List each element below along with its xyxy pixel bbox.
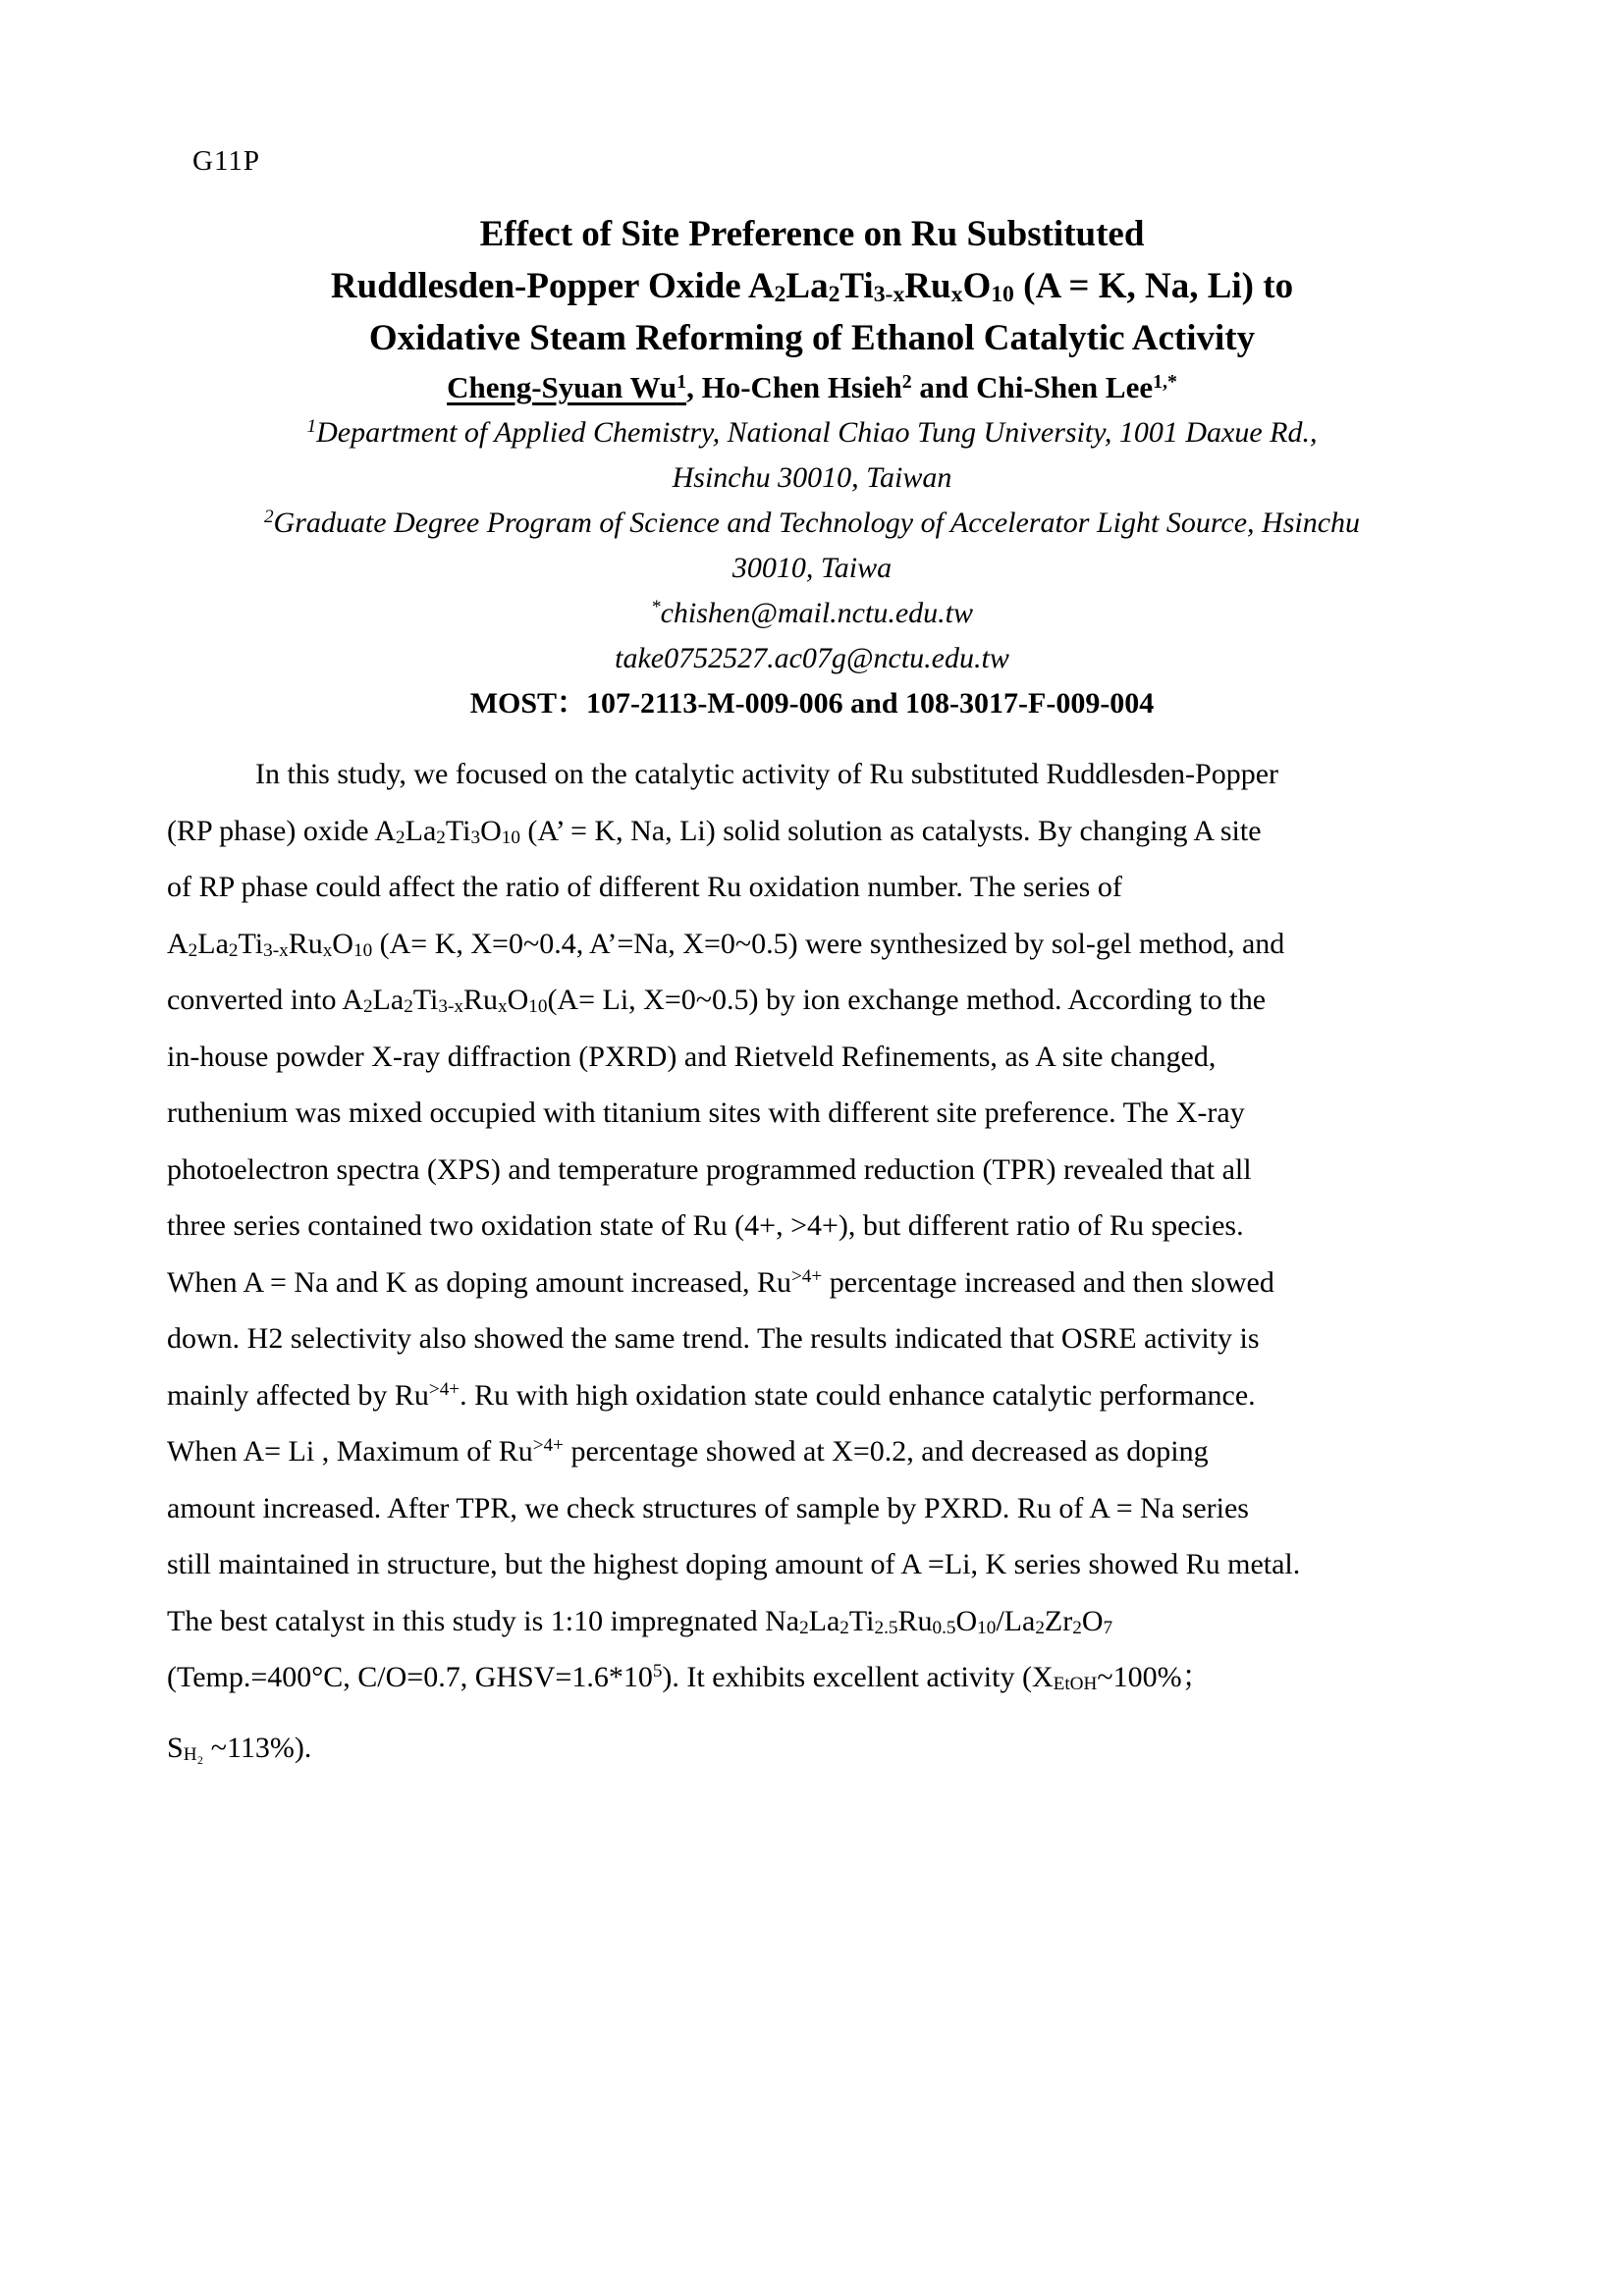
- abstract-line: three series contained two oxidation state of Ru (4+, >4+), but different ratio of Ru species.: [167, 1209, 1244, 1242]
- author-first: Cheng-Syuan Wu$^1$: [447, 370, 687, 404]
- paper-title-line-2: Ruddlesden-Popper Oxide $A_2La_2Ti_{3-x}Ru_xO_{10}$ (A = K, Na, Li) to: [330, 266, 1294, 308]
- abstract-body: [167, 746, 1526, 1776]
- affiliation-2-line-2: 30010, Taiwa: [731, 552, 893, 584]
- abstract-line: The best catalyst in this study is 1:10 impregnated $Na_2La_2Ti_{2.5}Ru_{0.5}O_{10}/La_2Zr_2O_7$: [167, 1604, 1113, 1638]
- abstract-line: down. H2 selectivity also showed the same trend. The results indicated that OSRE activity is: [167, 1322, 1260, 1355]
- email-corresponding: *chishen@mail.nctu.edu.tw: [651, 597, 973, 629]
- abstract-line: mainly affected by $Ru^{>4+}$. Ru with high oxidation state could enhance catalytic performance.: [167, 1378, 1256, 1412]
- abstract-line: in-house powder X-ray diffraction (PXRD) and Rietveld Refinements, as A site changed,: [167, 1040, 1217, 1073]
- authors-rest: , Ho-Chen Hsieh$^2$ and Chi-Shen Lee$^{1,*}$: [686, 370, 1177, 404]
- affiliation-1-line-2: Hsinchu 30010, Taiwan: [672, 461, 952, 494]
- abstract-line: still maintained in structure, but the highest doping amount of A =Li, K series showed Ru metal.: [167, 1548, 1301, 1580]
- abstract-line: photoelectron spectra (XPS) and temperature programmed reduction (TPR) revealed that all: [167, 1152, 1252, 1186]
- abstract-line: (RP phase) oxide $A_2La_2Ti_3O_{10}$ (A’ = K, Na, Li) solid solution as catalysts. By changing A site: [167, 814, 1262, 848]
- abstract-line: In this study, we focused on the catalytic activity of Ru substituted Ruddlesden-Popper: [255, 758, 1279, 790]
- abstract-line: (Temp.=400°C, C/O=0.7, $GHSV=1.6*10^5$). It exhibits excellent activity ($X_{EtOH}\sim 100\%$；: [167, 1661, 1212, 1695]
- authors-line: [79, 364, 1545, 410]
- abstract-line: When A= Li , Maximum of $Ru^{>4+}$ percentage showed at X=0.2, and decreased as doping: [167, 1435, 1209, 1468]
- abstract-line: of RP phase could affect the ratio of different Ru oxidation number. The series of: [167, 871, 1122, 903]
- abstract-line: amount increased. After TPR, we check structures of sample by PXRD. Ru of A = Na series: [167, 1491, 1249, 1524]
- affiliation-1-line-1: $^1$Department of Applied Chemistry, National Chiao Tung University, 1001 Daxue Rd.,: [306, 416, 1318, 449]
- paper-title-line-1: Effect of Site Preference on Ru Substituted: [479, 214, 1145, 254]
- abstract-line: converted into $A_2La_2Ti_{3-x}Ru_xO_{10}(A= Li$, X=0~0.5) by ion exchange method. According to the: [167, 984, 1267, 1018]
- affiliation-2-line-1: $^2$Graduate Degree Program of Science and Technology of Accelerator Light Source, Hsinchu: [263, 507, 1361, 539]
- paper-code: G11P: [192, 145, 260, 177]
- email-secondary: take0752527.ac07g@nctu.edu.tw: [615, 642, 1009, 674]
- abstract-line: When A = Na and K as doping amount increased, $Ru^{>4+}$ percentage increased and then slowed: [167, 1265, 1274, 1299]
- funding-line: MOST：107-2113-M-009-006 and 108-3017-F-009-004: [469, 687, 1155, 720]
- paper-header: [79, 208, 1545, 726]
- abstract-line: $S_{H_2}$ ~113%).: [167, 1731, 312, 1765]
- abstract-line: ruthenium was mixed occupied with titanium sites with different site preference. The X-ray: [167, 1096, 1245, 1129]
- abstract-line: $A_2La_2Ti_{3-x}Ru_xO_{10}$ (A= K, X=0~0.4, A’=Na, X=0~0.5) were synthesized by sol-gel method, and: [167, 927, 1285, 961]
- paper-title-line-3: Oxidative Steam Reforming of Ethanol Catalytic Activity: [368, 318, 1256, 358]
